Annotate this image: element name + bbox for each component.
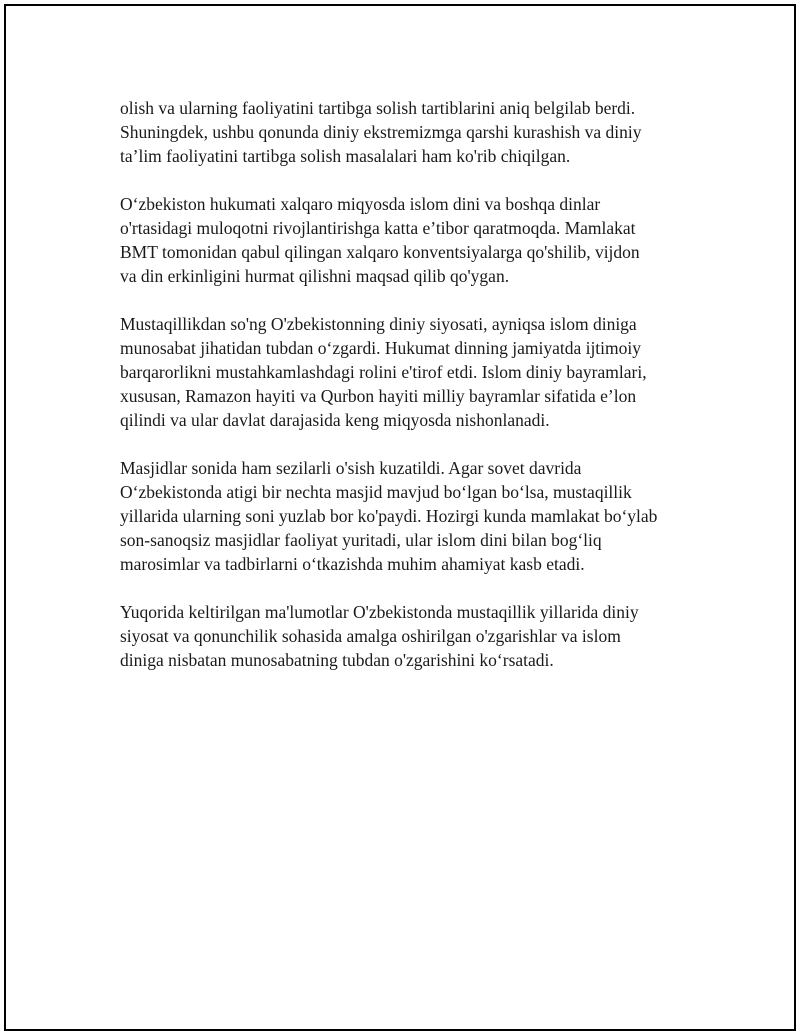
text-line: diniga nisbatan munosabatning tubdan o'zgarishini ko‘rsatadi. [120,650,554,670]
paragraph-1 [120,96,710,168]
text-line: BMT tomonidan qabul qilingan xalqaro konventsiyalarga qo'shilib, vijdon [120,242,640,262]
text-line: siyosat va qonunchilik sohasida amalga oshirilgan o'zgarishlar va islom [120,626,621,646]
text-line: marosimlar va tadbirlarni o‘tkazishda muhim ahamiyat kasb etadi. [120,554,585,574]
text-line: o'rtasidagi muloqotni rivojlantirishga katta e’tibor qaratmoqda. Mamlakat [120,218,636,238]
paragraph-5 [120,600,710,672]
text-line: Masjidlar sonida ham sezilarli o'sish kuzatildi. Agar sovet davrida [120,458,582,478]
text-line: ta’lim faoliyatini tartibga solish masalalari ham ko'rib chiqilgan. [120,146,571,166]
paragraph-4 [120,456,710,576]
text-line: Yuqorida keltirilgan ma'lumotlar O'zbekistonda mustaqillik yillarida diniy [120,602,639,622]
text-line: va din erkinligini hurmat qilishni maqsad qilib qo'ygan. [120,266,510,286]
text-line: O‘zbekiston hukumati xalqaro miqyosda islom dini va boshqa dinlar [120,194,601,214]
text-line: O‘zbekistonda atigi bir nechta masjid mavjud bo‘lgan bo‘lsa, mustaqillik [120,482,632,502]
text-line: munosabat jihatidan tubdan o‘zgardi. Hukumat dinning jamiyatda ijtimoiy [120,338,642,358]
text-line: xususan, Ramazon hayiti va Qurbon hayiti milliy bayramlar sifatida e’lon [120,386,637,406]
document-page [4,4,796,1031]
text-line: Shuningdek, ushbu qonunda diniy ekstremizmga qarshi kurashish va diniy [120,122,642,142]
text-line: yillarida ularning soni yuzlab bor ko'paydi. Hozirgi kunda mamlakat bo‘ylab [120,506,658,526]
text-line: olish va ularning faoliyatini tartibga solish tartiblarini aniq belgilab berdi. [120,98,636,118]
text-line: son-sanoqsiz masjidlar faoliyat yuritadi, ular islom dini bilan bog‘liq [120,530,602,550]
text-line: qilindi va ular davlat darajasida keng miqyosda nishonlanadi. [120,410,550,430]
text-line: Mustaqillikdan so'ng O'zbekistonning diniy siyosati, ayniqsa islom diniga [120,314,637,334]
text-line: barqarorlikni mustahkamlashdagi rolini e'tirof etdi. Islom diniy bayramlari, [120,362,647,382]
document-body [120,96,710,696]
paragraph-3 [120,312,710,432]
paragraph-2 [120,192,710,288]
